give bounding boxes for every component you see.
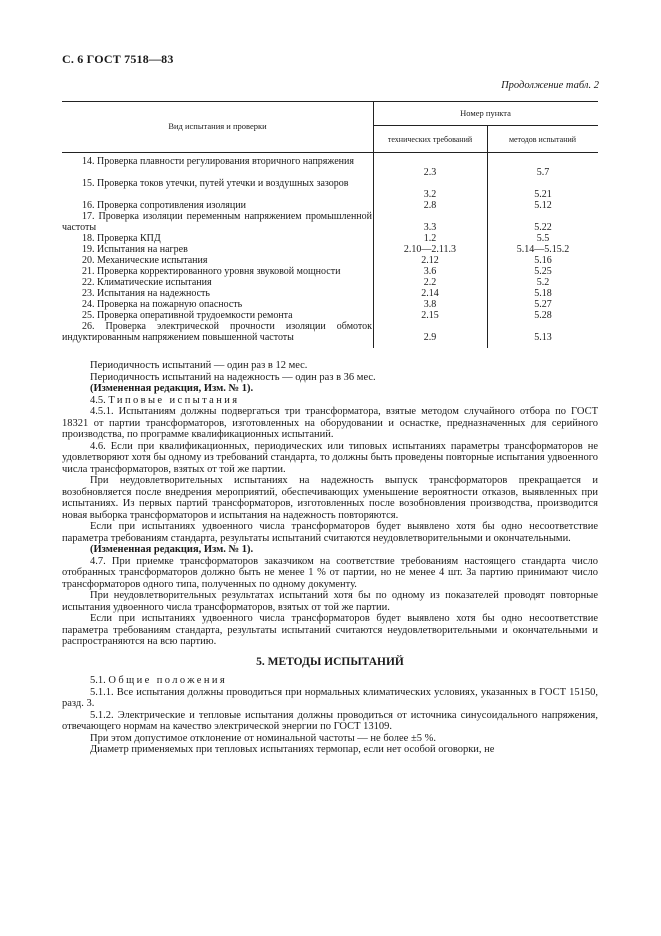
row-requirement-ref: 2.12 [421,255,439,266]
row-test-text: Проверка плавности регулирования вторичного напряжения [97,156,354,167]
row-label [62,179,372,190]
row-label [62,157,372,168]
row-test-name [62,267,372,278]
table-top-border [62,101,598,102]
row-number: 14. [82,156,95,167]
paragraph: 4.7. При приемке трансформаторов заказчиком на соответствие требованиям настоящего стандарта число отобранных трансформаторов должно быть не менее 1 % от партии, но не менее 4 шт. За партию принимают число трансформаторов одного типа, полученных по одному документу. [62,555,598,590]
row-method-ref: 5.16 [534,255,552,266]
paragraph: Диаметр применяемых при тепловых испытаниях термопар, если нет особой оговорки, не [90,744,495,755]
row-label [62,245,372,256]
row-test-text: Испытания на надежность [97,288,210,299]
row-test-name [62,278,372,289]
row-method-ref: 5.28 [534,310,552,321]
body-text [62,360,598,756]
row-number: 26. [82,321,95,332]
col-header-test: Вид испытания и проверки [168,121,267,131]
row-number: 21. [82,266,95,277]
row-method-ref: 5.18 [534,288,552,299]
paragraph: Если при испытаниях удвоенного числа трансформаторов будет выявлено хотя бы одно несоответствие параметра требованиям стандарта, результаты испытаний считаются неудовлетворительными и окончательными. [62,521,598,544]
row-label [62,300,372,311]
paragraph: При неудовлетворительных испытаниях на надежность выпуск трансформаторов прекращается и возобновляется после внедрения мероприятий, обеспечивающих уменьшение вероятности отказов, выявленных при испытаниях. Из первых партий трансформаторов, изготовленных после возобновления производства, производится новая выборка трансформаторов и испытания на надежность повторяются. [62,475,598,521]
row-number: 18. [82,233,95,244]
row-test-name [62,322,372,343]
row-test-text: Проверка электрической прочности изоляции обмоток индуктированным напряжением повышенной частоты [62,321,373,343]
row-label [62,234,372,245]
row-test-name [62,234,372,245]
row-test-text: Проверка КПД [97,233,161,244]
row-test-text: Испытания на нагрев [97,244,188,255]
subsection-heading [62,675,598,687]
row-method-ref: 5.14—5.15.2 [516,244,570,255]
subsection-title: Общие положения [108,675,228,686]
row-label [62,311,372,322]
row-requirement-ref: 2.3 [423,166,437,178]
col-header-methods: методов испытаний [508,135,577,144]
row-number: 20. [82,255,95,266]
row-test-text: Механические испытания [97,255,208,266]
row-method-ref: 5.12 [534,200,552,211]
row-test-name [62,157,372,168]
row-label [62,256,372,267]
col-header-group: Номер пункта [460,108,511,118]
paragraph: При неудовлетворительных результатах испытаний хотя бы по одному из показателей проводят повторные испытания удвоенного числа трансформаторов, взятых от той же партии. [62,590,598,613]
paragraph: Если при испытаниях удвоенного числа трансформаторов будет выявлено хотя бы одно несоответствие параметра требованиям стандарта, результаты испытаний считаются неудовлетворительными и окончательными и распространяются на всю партию. [62,613,598,647]
row-number: 19. [82,244,95,255]
col-header-requirements: технических требований [387,135,473,144]
row-number: 22. [82,277,95,288]
row-test-text: Климатические испытания [97,277,212,288]
amendment-note: (Измененная редакция, Изм. № 1). [90,544,254,555]
row-test-name [62,179,372,190]
paragraph: При этом допустимое отклонение от номинальной частоты — не более ±5 %. [90,732,436,744]
row-number: 24. [82,299,95,310]
row-requirement-ref: 2.15 [421,310,439,321]
row-requirement-ref: 2.2 [423,277,437,288]
row-test-name [62,201,372,212]
table-subheader-border [373,125,598,126]
row-test-text: Проверка изоляции переменным напряжением промышленной частоты [62,211,372,233]
amendment-note: (Измененная редакция, Изм. № 1). [90,383,254,394]
paragraph: 5.1.1. Все испытания должны проводиться при нормальных климатических условиях, указанных в ГОСТ 15150, разд. 3. [62,686,598,709]
row-test-name [62,212,372,233]
paragraph: 4.5.1. Испытаниям должны подвергаться три трансформатора, взятые методом случайного отбора по ГОСТ 18321 от партии трансформаторов, изготовленных на оборудовании и оснастке, предназначенных для серийного производства, по программе квалификационных испытаний. [62,406,598,440]
row-test-name [62,300,372,311]
row-method-ref: 5.22 [534,221,552,233]
row-test-name [62,256,372,267]
paragraph: Периодичность испытаний на надежность — один раз в 36 мес. [90,371,376,383]
row-requirement-ref: 3.6 [423,266,437,277]
table-continuation-label: Продолжение табл. 2 [501,80,599,91]
row-test-text: Проверка на пожарную опасность [97,299,243,310]
row-method-ref: 5.21 [534,188,552,200]
row-requirement-ref: 2.8 [423,200,437,211]
row-method-ref: 5.27 [534,299,552,310]
row-number: 15. [82,178,95,189]
subsection-number: 4.5. [90,394,106,406]
row-method-ref: 5.7 [536,166,550,178]
row-label [62,212,372,233]
subsection-heading [62,395,598,407]
row-requirement-ref: 2.10—2.11.3 [403,244,457,255]
row-label [62,278,372,289]
row-test-text: Проверка оперативной трудоемкости ремонта [97,310,293,321]
row-method-ref: 5.13 [534,331,552,343]
table-header-border [62,152,598,153]
row-test-name [62,245,372,256]
paragraph: 5.1.2. Электрические и тепловые испытания должны проводиться от источника синусоидального напряжения, отвечающего нормам на качество электрической энергии по ГОСТ 13109. [62,709,598,732]
row-requirement-ref: 3.8 [423,299,437,310]
row-label [62,322,372,343]
section-title: 5. МЕТОДЫ ИСПЫТАНИЙ [256,655,404,668]
row-method-ref: 5.25 [534,266,552,277]
row-requirement-ref: 3.2 [423,188,437,200]
paragraph: 4.6. Если при квалификационных, периодических или типовых испытаниях параметры трансформаторов не удовлетворяют хотя бы одному из требований стандарта, то должны быть проведены повторные испытания удвоенного числа трансформаторов, взятых от той же партии. [62,440,598,475]
row-number: 23. [82,288,95,299]
row-method-ref: 5.2 [536,277,550,288]
row-number: 25. [82,310,95,321]
paragraph: Периодичность испытаний — один раз в 12 мес. [90,360,308,371]
row-number: 16. [82,200,95,211]
page-header: С. 6 ГОСТ 7518—83 [62,52,174,66]
row-requirement-ref: 2.9 [423,331,437,343]
subsection-title: Типовые испытания [108,394,240,406]
row-number: 17. [82,211,95,222]
row-test-text: Проверка корректированного уровня звуковой мощности [97,266,341,277]
row-test-text: Проверка сопротивления изоляции [97,200,246,211]
row-test-name [62,289,372,300]
row-label [62,289,372,300]
row-test-name [62,311,372,322]
row-requirement-ref: 3.3 [423,221,437,233]
row-requirement-ref: 2.14 [421,288,439,299]
row-label [62,201,372,212]
subsection-number: 5.1. [90,675,106,686]
row-label [62,267,372,278]
row-method-ref: 5.5 [536,233,550,244]
row-requirement-ref: 1.2 [423,233,437,244]
row-test-text: Проверка токов утечки, путей утечки и воздушных зазоров [97,178,349,189]
